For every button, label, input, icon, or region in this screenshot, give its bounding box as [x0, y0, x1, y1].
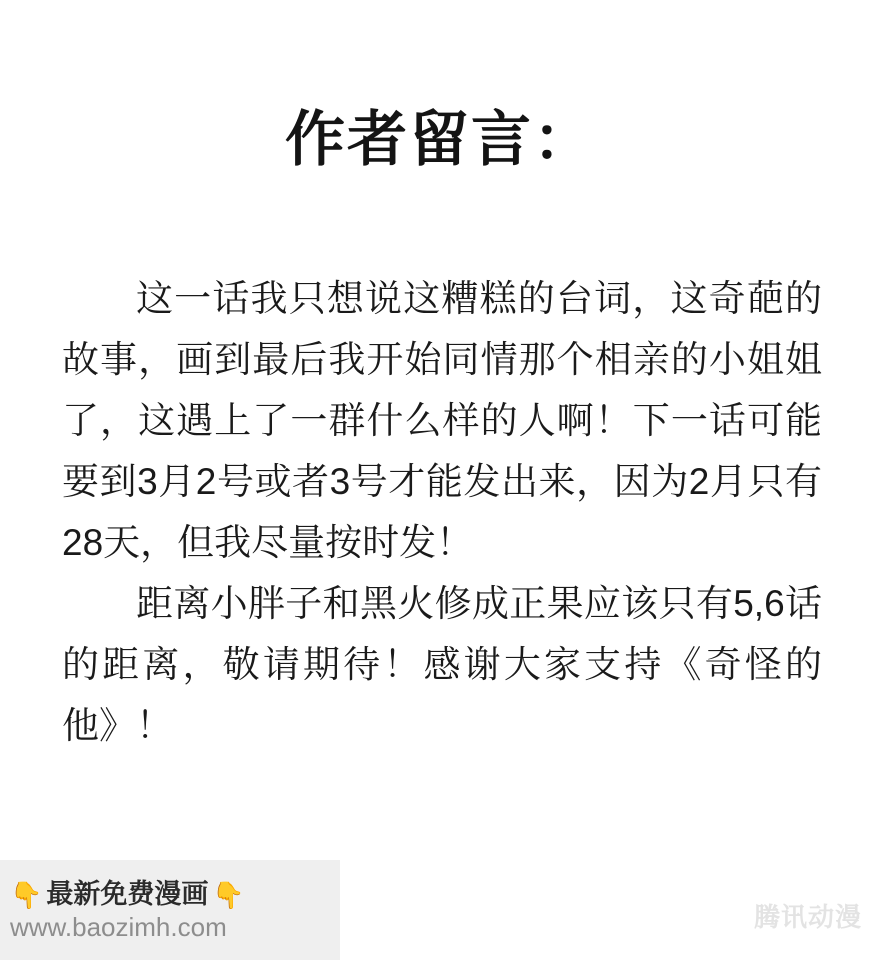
page-title: 作者留言：: [285, 106, 595, 173]
watermark-label: 最新免费漫画: [46, 878, 209, 909]
publisher-logo: 腾讯动漫: [753, 902, 862, 932]
author-note-paragraph-2: 距离小胖子和黑火修成正果应该只有5,6话的距离，敬请期待！感谢大家支持《奇怪的他》！: [62, 583, 822, 746]
author-note-body: [62, 268, 822, 756]
pointing-down-hand-icon-left: 👇: [10, 880, 43, 910]
author-note-paragraph-1: 这一话我只想说这糟糕的台词，这奇葩的故事，画到最后我开始同情那个相亲的小姐姐了，这遇上了一群什么样的人啊！下一话可能要到3月2号或者3号才能发出来，因为2月只有28天，但我尽量按时发！: [62, 278, 822, 563]
site-watermark: [0, 860, 340, 960]
pointing-down-hand-icon-right: 👇: [212, 880, 245, 910]
watermark-label-row: [10, 878, 340, 910]
watermark-url: www.baozimh.com: [10, 911, 227, 942]
